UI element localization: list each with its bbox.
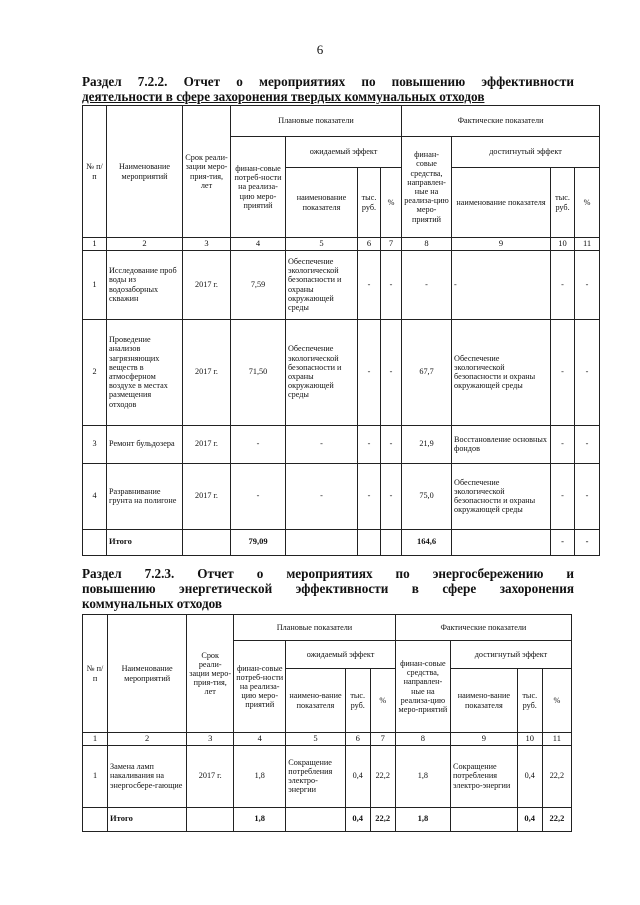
total-pct: 22,2 [542, 807, 571, 831]
cell-thous: - [358, 319, 381, 425]
header-ind-name: наименование показателя [452, 168, 551, 238]
cell-term: 2017 г. [183, 319, 231, 425]
cell-ind-name: Обеспечение экологической безопасности и охраны окружающей среды [286, 319, 358, 425]
col-number: 9 [451, 733, 518, 746]
cell-no: 2 [83, 319, 107, 425]
col-number: 3 [183, 238, 231, 251]
header-planned: Плановые показатели [231, 106, 402, 137]
cell-plan-fin: 7,59 [231, 250, 286, 319]
header-name: Наименование мероприятий [108, 615, 187, 733]
total-row [83, 529, 600, 555]
cell-thous: - [551, 463, 575, 529]
header-term: Срок реали-зации меро-прия-тия, лет [187, 615, 234, 733]
col-number: 5 [286, 238, 358, 251]
section-7-2-2-title [82, 74, 574, 104]
total-label: Итого [107, 529, 183, 555]
cell-term: 2017 г. [187, 745, 234, 807]
col-number: 5 [286, 733, 345, 746]
cell-ind-name: Сокращение потребления электро-энергии [286, 745, 345, 807]
header-actual: Фактические показатели [402, 106, 600, 137]
header-achieved: достигнутый эффект [451, 641, 572, 669]
title-line: Раздел 7.2.2. Отчет о мероприятиях по повышению эффективности [82, 74, 574, 89]
cell-thous: 0,4 [345, 745, 370, 807]
col-number: 4 [231, 238, 286, 251]
cell-fact-fin: 75,0 [402, 463, 452, 529]
cell-fact-fin: - [402, 250, 452, 319]
title-line: деятельности в сфере захоронения твердых коммунальных отходов [82, 89, 485, 104]
table-row [83, 319, 600, 425]
header-plan-fin: финан-совые потреб-ности на реализа-цию меро-приятий [234, 641, 286, 733]
report-table-7-2-2 [82, 105, 600, 556]
cell-pct: - [381, 319, 402, 425]
col-number: 4 [234, 733, 286, 746]
cell-ach-name: Обеспечение экологической безопасности и охраны окружающей среды [452, 463, 551, 529]
cell-ind-name: Обеспечение экологической безопасности и охраны окружающей среды [286, 250, 358, 319]
total-cell [183, 529, 231, 555]
cell-pct: - [575, 319, 600, 425]
cell-ind-name: - [286, 425, 358, 463]
table-row [83, 745, 572, 807]
cell-thous: - [551, 250, 575, 319]
header-name: Наименование мероприятий [107, 106, 183, 238]
header-fact-fin: финан-совые средства, направлен-ные на реализа-цию меро-приятий [402, 137, 452, 238]
header-fact-fin: финан-совые средства, направлен-ные на реализа-цию меро-приятий [395, 641, 450, 733]
cell-pct: - [575, 463, 600, 529]
cell-fact-fin: 21,9 [402, 425, 452, 463]
cell-name: Исследование проб воды из водозаборных скважин [107, 250, 183, 319]
total-cell [358, 529, 381, 555]
cell-thous: - [358, 250, 381, 319]
cell-pct: 22,2 [370, 745, 395, 807]
total-fact-fin: 1,8 [395, 807, 450, 831]
table-row [83, 463, 600, 529]
col-number: 8 [402, 238, 452, 251]
header-pct: % [370, 669, 395, 733]
cell-pct: - [381, 425, 402, 463]
total-thous: 0,4 [517, 807, 542, 831]
total-cell: - [551, 529, 575, 555]
header-thous: тыс. руб. [345, 669, 370, 733]
cell-pct: - [381, 250, 402, 319]
cell-ach-name: Обеспечение экологической безопасности и охраны окружающей среды [452, 319, 551, 425]
cell-thous: - [551, 425, 575, 463]
total-cell [187, 807, 234, 831]
col-number: 2 [108, 733, 187, 746]
header-pct: % [575, 168, 600, 238]
cell-ach-name: - [452, 250, 551, 319]
header-plan-fin: финан-совые потреб-ности на реализа-цию меро-приятий [231, 137, 286, 238]
cell-no: 1 [83, 745, 108, 807]
cell-no: 3 [83, 425, 107, 463]
total-cell [381, 529, 402, 555]
header-planned: Плановые показатели [234, 615, 396, 641]
col-number: 6 [358, 238, 381, 251]
header-ind-name: наименование показателя [286, 168, 358, 238]
total-cell [83, 807, 108, 831]
cell-plan-fin: - [231, 425, 286, 463]
col-number: 7 [381, 238, 402, 251]
cell-name: Проведение анализов загрязняющих веществ в атмосферном воздухе в местах размещения отходов [107, 319, 183, 425]
col-number: 11 [575, 238, 600, 251]
cell-ach-name: Восстановление основных фондов [452, 425, 551, 463]
col-number: 1 [83, 733, 108, 746]
col-number: 10 [551, 238, 575, 251]
cell-pct: 22,2 [542, 745, 571, 807]
report-table-7-2-3 [82, 614, 572, 832]
header-pct: % [542, 669, 571, 733]
title-line: коммунальных отходов [82, 596, 223, 611]
header-ind-name: наимено-вание показателя [451, 669, 518, 733]
total-plan-fin: 79,09 [231, 529, 286, 555]
col-number: 8 [395, 733, 450, 746]
total-row [83, 807, 572, 831]
title-line: повышению энергетической эффективности в сфере захоронения [82, 581, 574, 596]
cell-thous: - [358, 425, 381, 463]
total-cell [451, 807, 518, 831]
total-plan-fin: 1,8 [234, 807, 286, 831]
cell-no: 4 [83, 463, 107, 529]
cell-fact-fin: 67,7 [402, 319, 452, 425]
cell-thous: 0,4 [517, 745, 542, 807]
cell-fact-fin: 1,8 [395, 745, 450, 807]
col-number: 9 [452, 238, 551, 251]
cell-pct: - [575, 250, 600, 319]
cell-plan-fin: 71,50 [231, 319, 286, 425]
total-thous: 0,4 [345, 807, 370, 831]
cell-term: 2017 г. [183, 463, 231, 529]
total-fact-fin: 164,6 [402, 529, 452, 555]
col-number: 1 [83, 238, 107, 251]
header-thous: тыс. руб. [358, 168, 381, 238]
total-cell [286, 807, 345, 831]
total-cell: - [575, 529, 600, 555]
header-pct: % [381, 168, 402, 238]
page-number: 6 [316, 42, 324, 57]
header-thous: тыс. руб. [517, 669, 542, 733]
cell-name: Ремонт бульдозера [107, 425, 183, 463]
total-cell [83, 529, 107, 555]
cell-plan-fin: - [231, 463, 286, 529]
header-ind-name: наимено-вание показателя [286, 669, 345, 733]
cell-pct: - [381, 463, 402, 529]
cell-plan-fin: 1,8 [234, 745, 286, 807]
header-actual: Фактические показатели [395, 615, 571, 641]
col-number: 6 [345, 733, 370, 746]
cell-no: 1 [83, 250, 107, 319]
cell-term: 2017 г. [183, 425, 231, 463]
title-line: Раздел 7.2.3. Отчет о мероприятиях по энергосбережению и [82, 566, 574, 581]
cell-thous: - [551, 319, 575, 425]
table-row [83, 425, 600, 463]
cell-thous: - [358, 463, 381, 529]
header-thous: тыс. руб. [551, 168, 575, 238]
cell-term: 2017 г. [183, 250, 231, 319]
section-7-2-3-title [82, 566, 574, 611]
header-achieved: достигнутый эффект [452, 137, 600, 168]
col-number: 2 [107, 238, 183, 251]
cell-pct: - [575, 425, 600, 463]
col-number: 7 [370, 733, 395, 746]
cell-name: Замена ламп накаливания на энергосбере-гающие [108, 745, 187, 807]
header-expected: ожидаемый эффект [286, 137, 402, 168]
total-cell [286, 529, 358, 555]
header-no: № п/п [83, 615, 108, 733]
col-number: 3 [187, 733, 234, 746]
total-pct: 22,2 [370, 807, 395, 831]
col-number: 10 [517, 733, 542, 746]
header-term: Срок реали-зации меро-прия-тия, лет [183, 106, 231, 238]
cell-ind-name: - [286, 463, 358, 529]
cell-name: Разравнивание грунта на полигоне [107, 463, 183, 529]
header-no: № п/п [83, 106, 107, 238]
cell-ach-name: Сокращение потребления электро-энергии [451, 745, 518, 807]
col-number: 11 [542, 733, 571, 746]
total-cell [452, 529, 551, 555]
table-row [83, 250, 600, 319]
header-expected: ожидаемый эффект [286, 641, 395, 669]
total-label: Итого [108, 807, 187, 831]
